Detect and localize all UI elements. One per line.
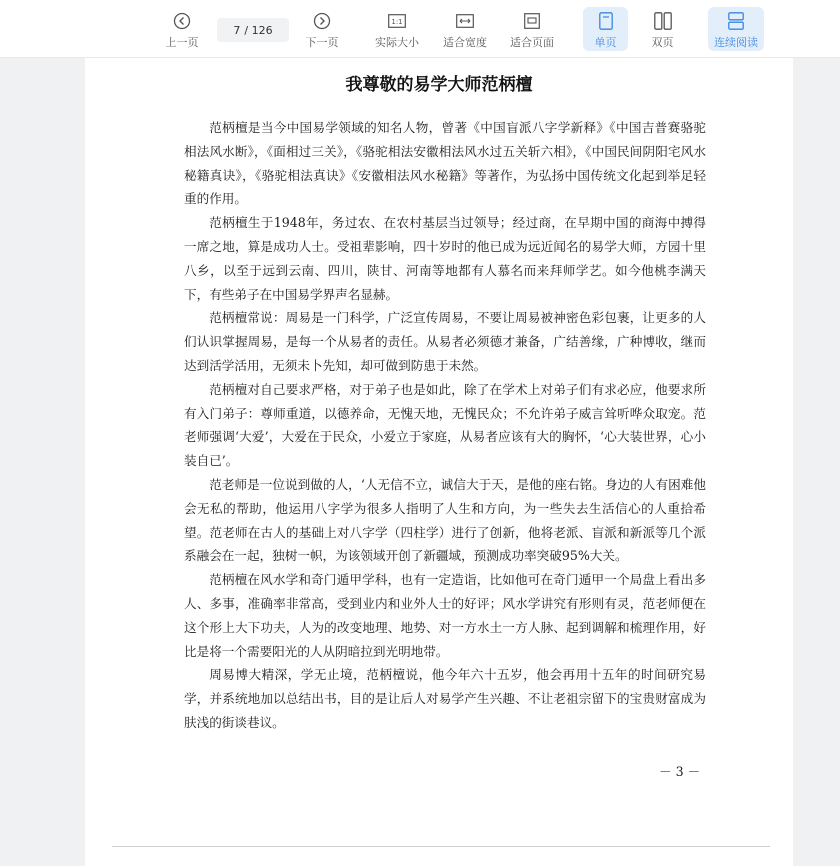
- fit-width-icon: [456, 10, 474, 32]
- single-page-icon: [599, 10, 613, 32]
- fit-page-label: 适合页面: [510, 36, 554, 49]
- single-page-label: 单页: [594, 36, 617, 49]
- paragraph: 范柄檀对自己要求严格，对于弟子也是如此，除了在学术上对弟子们有求必应，他要求所有入门弟子：尊师重道，以德养命，无愧天地，无愧民众；不允许弟子威言耸听哗众取宠。范老师强调‘大爱’，大爱在于民众，小爱立于家庭，从易者应该有大的胸怀，‘心大装世界，心小装自已’。: [184, 381, 706, 469]
- document-title: 我尊敬的易学大师范柄檀: [345, 75, 533, 95]
- next-page-button[interactable]: [300, 7, 344, 51]
- prev-page-button[interactable]: [160, 7, 204, 51]
- fit-width-label: 适合宽度: [443, 36, 487, 49]
- paragraph: 范柄檀常说：周易是一门科学，广泛宣传周易，不要让周易被神密色彩包裹，让更多的人们认识掌握周易，是每一个从易者的责任。从易者必须德才兼备，广结善缘，广种博收，继而达到活学活用，无须未卜先知，却可做到防患于未然。: [184, 310, 706, 373]
- document-body: [184, 116, 706, 735]
- actual-size-label: 实际大小: [375, 36, 419, 49]
- prev-page-label: 上一页: [165, 36, 199, 49]
- next-page-label: 下一页: [305, 36, 339, 49]
- current-page-input[interactable]: 7: [233, 23, 241, 37]
- single-page-button[interactable]: [583, 7, 628, 51]
- double-page-button[interactable]: [640, 7, 685, 51]
- actual-size-button[interactable]: [370, 7, 424, 51]
- double-page-label: 双页: [651, 36, 674, 49]
- fit-width-button[interactable]: [438, 7, 492, 51]
- page-number: － 3 －: [659, 764, 701, 779]
- chevron-left-circle-icon: [173, 10, 191, 32]
- fit-page-icon: [524, 10, 540, 32]
- paragraph: 范柄檀生于1948年，务过农、在农村基层当过领导；经过商，在早期中国的商海中搏得一席之地，算是成功人士。受祖辈影响，四十岁时的他已成为远近闻名的易学大师，方园十里八乡，以至于远到云南、四川，陕甘、河南等地都有人慕名而来拜师学艺。如今他桃李满天下，有些弟子在中国易学界声名显赫。: [184, 215, 706, 302]
- continuous-reading-label: 连续阅读: [714, 36, 758, 49]
- total-pages: / 126: [244, 23, 273, 37]
- page-indicator[interactable]: [217, 18, 289, 42]
- continuous-reading-icon: [728, 10, 744, 32]
- page-divider: [112, 846, 770, 847]
- actual-size-icon: [388, 10, 406, 32]
- double-page-icon: [654, 10, 672, 32]
- continuous-reading-button[interactable]: [708, 7, 764, 51]
- paragraph: 周易博大精深，学无止境，范柄檀说，他今年六十五岁，他会再用十五年的时间研究易学，并系统地加以总结出书，目的是让后人对易学产生兴趣、不让老祖宗留下的宝贵财富成为肤浅的街谈巷议。: [184, 667, 706, 730]
- document-page: [85, 58, 793, 866]
- paragraph: 范老师是一位说到做的人，‘人无信不立，诚信大于天，是他的座右铭。身边的人有困难他会无私的帮助，他运用八字学为很多人指明了人生和方向，为一些失去生活信心的人重拾希望。范老师在古人的基础上对八字学（四柱学）进行了创新，他将老派、盲派和新派等几个派系融会在一起，独树一帜，为该领域开创了新疆域，预测成功率突破95%大关。: [184, 476, 706, 564]
- paragraph: 范柄檀在风水学和奇门遁甲学科，也有一定造诣，比如他可在奇门遁甲一个局盘上看出多人、多事，准确率非常高，受到业内和业外人士的好评；风水学讲究有形则有灵，范老师便在这个形上大下功夫，人为的改变地理、地势、对一方水土一方人脉、起到调解和梳理作用，好比是将一个需要阳光的人从阴暗拉到光明地带。: [184, 572, 706, 659]
- reader-toolbar: [0, 0, 840, 58]
- fit-page-button[interactable]: [505, 7, 559, 51]
- paragraph: 范柄檀是当今中国易学领域的知名人物，曾著《中国盲派八字学新释》《中国吉普赛骆驼相法风水断》，《面相过三关》，《骆驼相法安徽相法风水过五关斩六相》，《中国民间阴阳宅风水秘籍真诀》，《骆驼相法真诀》《安徽相法风水秘籍》等著作，为弘扬中国传统文化起到举足轻重的作用。: [184, 120, 706, 207]
- chevron-right-circle-icon: [313, 10, 331, 32]
- actual-size-icon-text: 1:1: [391, 18, 403, 26]
